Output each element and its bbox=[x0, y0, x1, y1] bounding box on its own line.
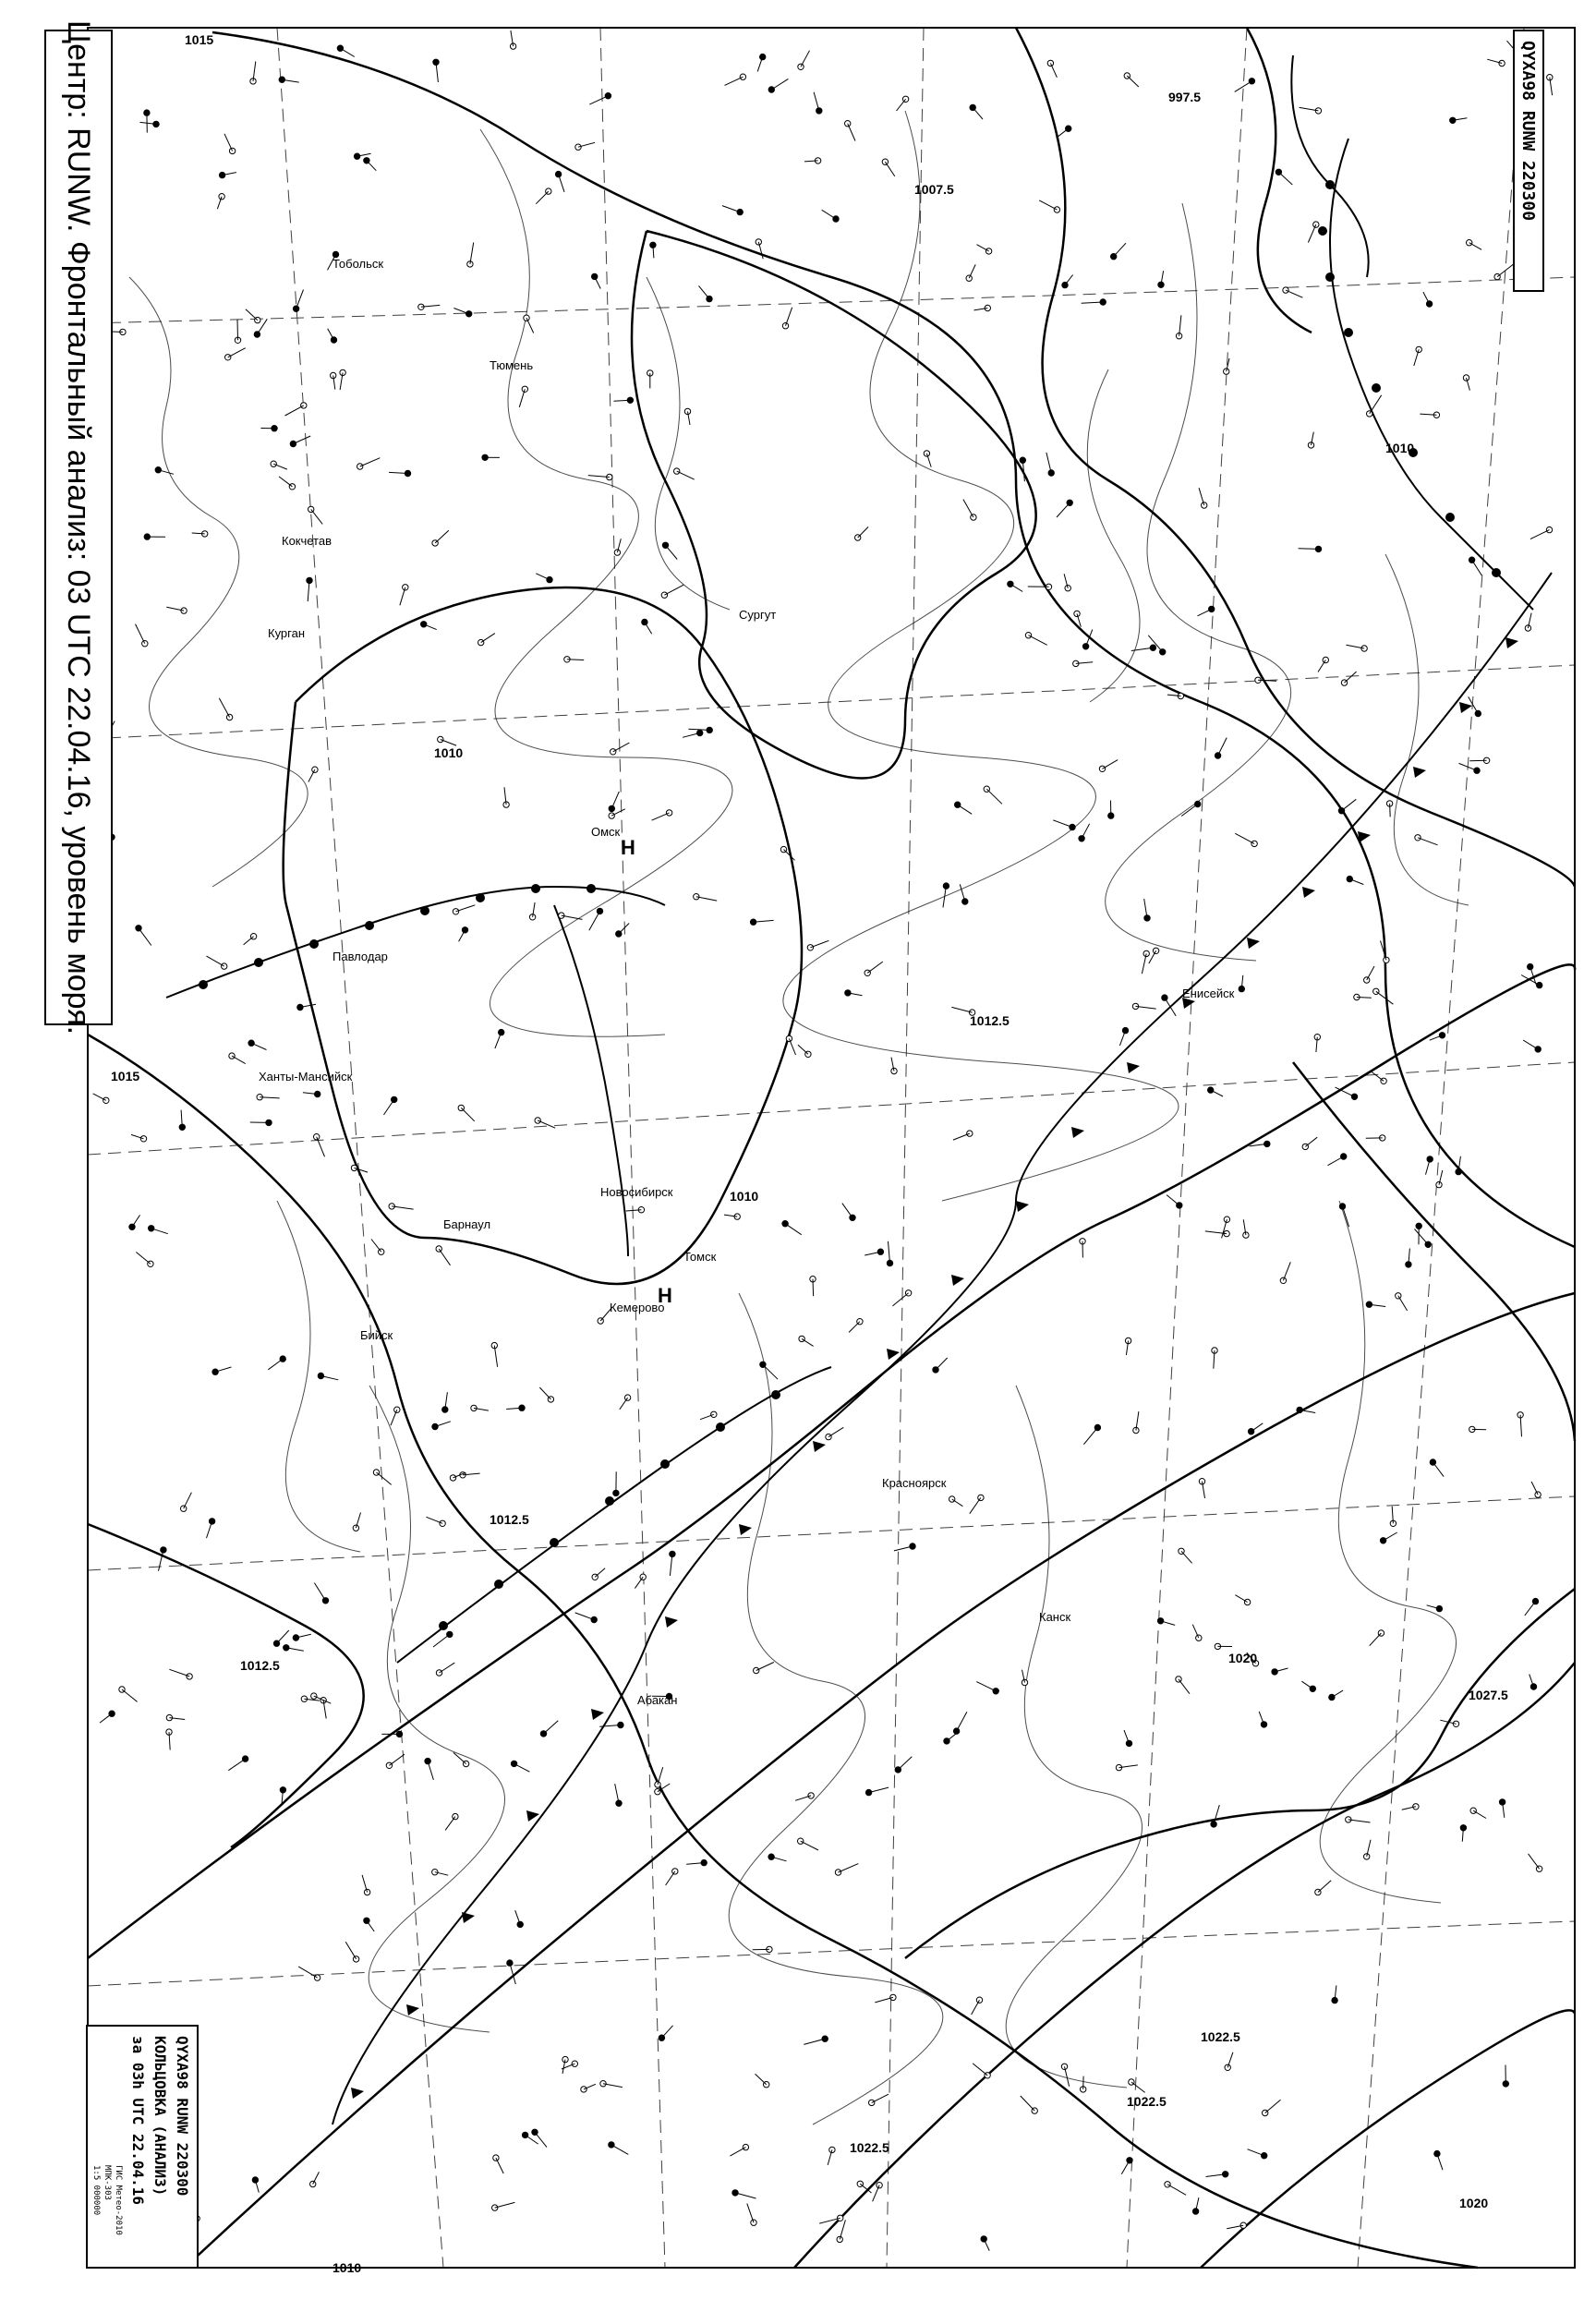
city-label: Новосибирск bbox=[600, 1185, 673, 1199]
isobar-label: 1010 bbox=[730, 1189, 759, 1204]
header-code: QYXA98 RUNW 220300 bbox=[1518, 41, 1539, 222]
wind-barb bbox=[1390, 804, 1391, 817]
station-symbol bbox=[364, 1918, 369, 1923]
station-symbol bbox=[1499, 60, 1505, 66]
station-symbol bbox=[985, 248, 991, 254]
city-label: Енисейск bbox=[1182, 987, 1235, 1000]
station-symbol bbox=[1251, 841, 1257, 846]
station-symbol bbox=[1224, 1217, 1229, 1222]
station-symbol bbox=[674, 468, 680, 474]
station-symbol bbox=[816, 108, 822, 114]
station-symbol bbox=[1436, 1605, 1442, 1611]
station-symbol bbox=[252, 2177, 258, 2183]
isobar-label: 1010 bbox=[332, 2260, 362, 2275]
city-label: Барнаул bbox=[443, 1217, 491, 1231]
station-symbol bbox=[1416, 346, 1421, 352]
isobar-label: 1010 bbox=[1385, 441, 1415, 455]
legend-line-5: МПК-303 bbox=[103, 2165, 112, 2200]
station-symbol bbox=[756, 239, 761, 245]
isobar-label: 1012.5 bbox=[490, 1512, 529, 1527]
station-symbol bbox=[1436, 1181, 1442, 1187]
isobar-label: 1015 bbox=[111, 1069, 140, 1083]
station-symbol bbox=[1537, 982, 1542, 987]
legend-line-4: ГИС Метео-2010 bbox=[114, 2165, 123, 2235]
station-symbol bbox=[924, 451, 929, 456]
station-symbol bbox=[865, 1789, 871, 1795]
isobar-label: 1022.5 bbox=[1201, 2029, 1240, 2044]
isobar-label: 1027.5 bbox=[1469, 1688, 1508, 1702]
isobar-label: 1007.5 bbox=[914, 182, 954, 197]
station-symbol bbox=[293, 306, 298, 311]
isobar-label: 1010 bbox=[434, 745, 464, 760]
station-symbol bbox=[301, 403, 307, 408]
isobar-label: 1012.5 bbox=[970, 1013, 1010, 1028]
station-symbol bbox=[353, 1525, 358, 1531]
station-symbol bbox=[1283, 287, 1288, 293]
city-label: Бийск bbox=[360, 1328, 393, 1342]
chart-title-box bbox=[44, 19, 113, 1035]
station-symbol bbox=[1384, 957, 1389, 962]
city-label: Павлодар bbox=[332, 950, 388, 963]
station-symbol bbox=[1426, 301, 1432, 307]
station-symbol bbox=[592, 273, 598, 279]
city-label: Сургут bbox=[739, 608, 777, 622]
station-symbol bbox=[187, 1674, 192, 1679]
station-symbol bbox=[1535, 1492, 1541, 1497]
legend-line-1: QYXA98 RUNW 220300 bbox=[174, 2036, 191, 2197]
header-code-box bbox=[1513, 30, 1544, 292]
station-symbol bbox=[826, 1434, 831, 1439]
city-label: Кокчетав bbox=[282, 534, 332, 548]
wind-barb bbox=[813, 1279, 814, 1296]
legend-box bbox=[86, 2025, 199, 2269]
city-label: Томск bbox=[683, 1250, 717, 1264]
station-symbol bbox=[337, 45, 343, 51]
city-label: Кемерово bbox=[610, 1301, 665, 1314]
station-symbol bbox=[450, 1475, 455, 1481]
city-label: Ханты-Мансийск bbox=[259, 1070, 353, 1083]
city-label: Канск bbox=[1039, 1610, 1071, 1624]
station-symbol bbox=[248, 1040, 254, 1046]
wind-barb bbox=[1299, 549, 1319, 550]
city-label: Тобольск bbox=[332, 257, 384, 271]
station-symbol bbox=[1244, 1599, 1250, 1604]
isobar-label: 997.5 bbox=[1168, 90, 1202, 104]
wind-barb bbox=[1469, 760, 1486, 761]
city-label: Омск bbox=[591, 825, 621, 839]
station-symbol bbox=[1126, 1740, 1131, 1746]
isobar-label: 1022.5 bbox=[850, 2140, 889, 2155]
city-label: Красноярск bbox=[882, 1476, 947, 1490]
station-symbol bbox=[254, 332, 260, 337]
isobar-label: 1020 bbox=[1459, 2196, 1489, 2210]
legend-line-6: 1:5 000000 bbox=[91, 2165, 101, 2216]
city-label: Тюмень bbox=[490, 358, 534, 372]
isobar-label: 1015 bbox=[185, 32, 214, 47]
low-center-label: Н bbox=[658, 1284, 672, 1307]
city-label: Курган bbox=[268, 626, 306, 640]
wind-barb bbox=[237, 320, 238, 341]
low-center-label: Н bbox=[621, 836, 635, 859]
chart-title: Центр: RUNW. Фронтальный анализ: 03 UTC 22.04.16, уровень моря. bbox=[61, 19, 97, 1035]
station-symbol bbox=[1364, 1854, 1370, 1859]
station-symbol bbox=[971, 514, 976, 520]
station-symbol bbox=[953, 1728, 959, 1734]
station-symbol bbox=[290, 441, 296, 446]
station-symbol bbox=[1249, 79, 1254, 84]
station-symbol bbox=[1261, 1722, 1266, 1727]
station-symbol bbox=[222, 963, 227, 969]
station-symbol bbox=[1153, 948, 1158, 953]
city-label: Абакан bbox=[637, 1693, 678, 1707]
station-symbol bbox=[1054, 207, 1059, 212]
legend-line-3: за 03h UTC 22.04.16 bbox=[129, 2036, 147, 2206]
isobar-label: 1012.5 bbox=[240, 1658, 280, 1673]
station-symbol bbox=[1211, 1822, 1216, 1827]
isobar-label: 1020 bbox=[1228, 1651, 1258, 1665]
station-symbol bbox=[1535, 1047, 1541, 1052]
legend-line-2: КОЛЬЦОВКА (АНАЛИЗ) bbox=[151, 2036, 169, 2197]
isobar-label: 1022.5 bbox=[1127, 2094, 1167, 2109]
wind-barb bbox=[1357, 998, 1372, 999]
